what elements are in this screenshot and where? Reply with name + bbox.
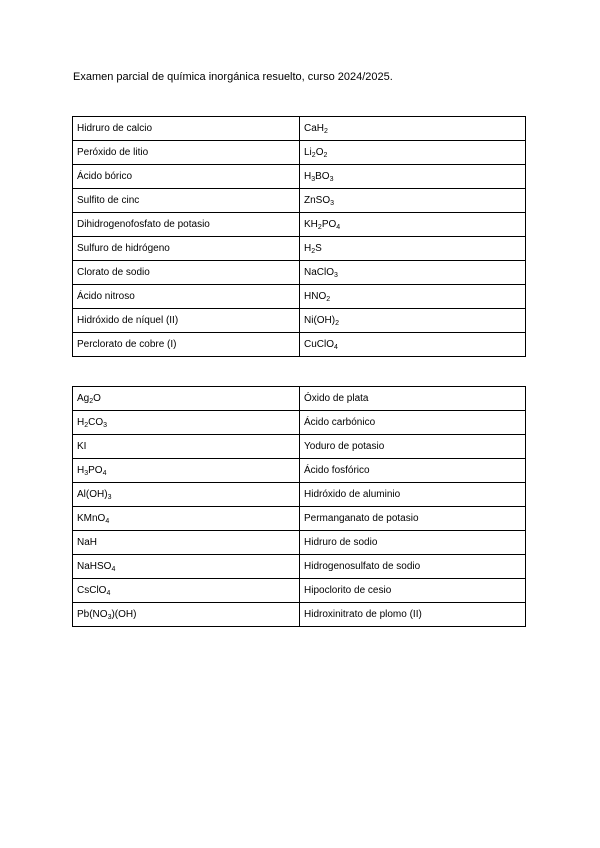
formula-part: Al(OH) <box>77 488 108 500</box>
formula-part: CO <box>88 416 104 428</box>
formula-subscript: 4 <box>334 343 338 351</box>
table-row <box>73 309 526 333</box>
table-row <box>73 213 526 237</box>
formulas-to-names-table <box>72 386 526 627</box>
formula-cell <box>73 507 300 531</box>
name-cell: Clorato de sodio <box>73 261 300 285</box>
formula-cell <box>300 285 526 309</box>
formula-cell <box>73 531 300 555</box>
formula-part: )(OH) <box>111 608 137 620</box>
table-row <box>73 603 526 627</box>
name-cell: Dihidrogenofosfato de potasio <box>73 213 300 237</box>
name-cell: Sulfito de cinc <box>73 189 300 213</box>
formula-subscript: 3 <box>330 199 335 207</box>
formula-cell <box>73 411 300 435</box>
name-cell: Ácido nitroso <box>73 285 300 309</box>
formula-part: H <box>77 416 85 428</box>
formula-part: PO <box>88 464 103 476</box>
formula-part: H <box>304 242 312 254</box>
formula-subscript: 3 <box>311 175 316 183</box>
formula-subscript: 3 <box>329 175 334 183</box>
formula-subscript: 3 <box>334 271 338 279</box>
formula-subscript: 4 <box>111 565 116 573</box>
formula-subscript: 2 <box>311 247 316 255</box>
formula-part: KI <box>77 440 87 452</box>
table-row <box>73 387 526 411</box>
formula-subscript: 2 <box>335 319 340 327</box>
formula-part: ZnSO <box>304 194 331 206</box>
formula-part: Ag <box>77 392 90 404</box>
formula-subscript: 4 <box>106 589 111 597</box>
formula-cell <box>300 213 526 237</box>
formula-subscript: 3 <box>84 469 89 477</box>
formula-cell <box>300 141 526 165</box>
name-cell: Hidróxido de aluminio <box>300 483 526 507</box>
formula-part: KMnO <box>77 512 106 524</box>
formula-cell <box>300 261 526 285</box>
table-row <box>73 165 526 189</box>
formula-subscript: 2 <box>326 295 331 303</box>
table-row <box>73 285 526 309</box>
name-cell: Hidroxinitrato de plomo (II) <box>300 603 526 627</box>
table-row <box>73 141 526 165</box>
formula-part: HNO <box>304 290 327 302</box>
formula-part: S <box>315 242 322 254</box>
formula-part: PO <box>321 218 337 230</box>
name-cell: Ácido bórico <box>73 165 300 189</box>
formula-cell <box>73 555 300 579</box>
formula-part: Li <box>304 146 312 158</box>
formula-cell <box>73 435 300 459</box>
formula-subscript: 2 <box>89 397 94 405</box>
formula-cell <box>300 333 526 357</box>
table-row <box>73 507 526 531</box>
name-cell: Perclorato de cobre (I) <box>73 333 300 357</box>
formula-subscript: 2 <box>84 421 89 429</box>
formula-cell <box>73 483 300 507</box>
table-row <box>73 531 526 555</box>
formula-part: CaH <box>304 122 325 134</box>
formula-cell <box>300 165 526 189</box>
name-cell: Ácido carbónico <box>300 411 526 435</box>
formula-part: Pb(NO <box>77 608 108 620</box>
table-row <box>73 483 526 507</box>
name-cell: Yoduro de potasio <box>300 435 526 459</box>
formula-cell <box>300 117 526 141</box>
formula-subscript: 2 <box>317 223 322 231</box>
names-to-formulas-body <box>73 117 526 357</box>
formula-subscript: 3 <box>107 493 112 501</box>
formula-part: NaHSO <box>77 560 112 572</box>
table-row <box>73 411 526 435</box>
table-row <box>73 435 526 459</box>
name-cell: Hidrogenosulfato de sodio <box>300 555 526 579</box>
formulas-to-names-body <box>73 387 526 627</box>
formula-part: BO <box>315 170 330 182</box>
formula-cell <box>73 459 300 483</box>
formula-subscript: 2 <box>323 151 328 159</box>
table-row <box>73 117 526 141</box>
name-cell: Ácido fosfórico <box>300 459 526 483</box>
formula-cell <box>73 603 300 627</box>
formula-subscript: 3 <box>107 613 112 621</box>
name-cell: Peróxido de litio <box>73 141 300 165</box>
formula-part: H <box>304 170 312 182</box>
formula-subscript: 4 <box>105 517 110 525</box>
formula-part: CsClO <box>77 584 107 596</box>
formula-part: O <box>93 392 101 404</box>
table-row <box>73 189 526 213</box>
table-row <box>73 261 526 285</box>
formula-subscript: 4 <box>336 223 341 231</box>
formula-subscript: 2 <box>311 151 316 159</box>
name-cell: Hidróxido de níquel (II) <box>73 309 300 333</box>
page-heading: Examen parcial de química inorgánica resuelto, curso 2024/2025. <box>73 71 393 83</box>
table-row <box>73 237 526 261</box>
formula-subscript: 4 <box>102 469 107 477</box>
formula-cell <box>300 309 526 333</box>
formula-cell <box>300 237 526 261</box>
formula-part: H <box>77 464 85 476</box>
table-row <box>73 459 526 483</box>
formula-cell <box>73 387 300 411</box>
table-row <box>73 333 526 357</box>
table-row <box>73 579 526 603</box>
formula-part: Ni(OH) <box>304 314 336 326</box>
table-row <box>73 555 526 579</box>
names-to-formulas-table <box>72 116 526 357</box>
name-cell: Hipoclorito de cesio <box>300 579 526 603</box>
formula-part: NaH <box>77 536 98 548</box>
name-cell: Hidruro de sodio <box>300 531 526 555</box>
name-cell: Óxido de plata <box>300 387 526 411</box>
formula-cell <box>300 189 526 213</box>
name-cell: Permanganato de potasio <box>300 507 526 531</box>
formula-subscript: 2 <box>324 127 328 135</box>
formula-cell <box>73 579 300 603</box>
formula-part: O <box>315 146 324 158</box>
formula-subscript: 3 <box>103 421 108 429</box>
formula-part: KH <box>304 218 318 230</box>
name-cell: Hidruro de calcio <box>73 117 300 141</box>
formula-part: CuClO <box>304 338 335 350</box>
formula-part: NaClO <box>304 266 335 278</box>
name-cell: Sulfuro de hidrógeno <box>73 237 300 261</box>
